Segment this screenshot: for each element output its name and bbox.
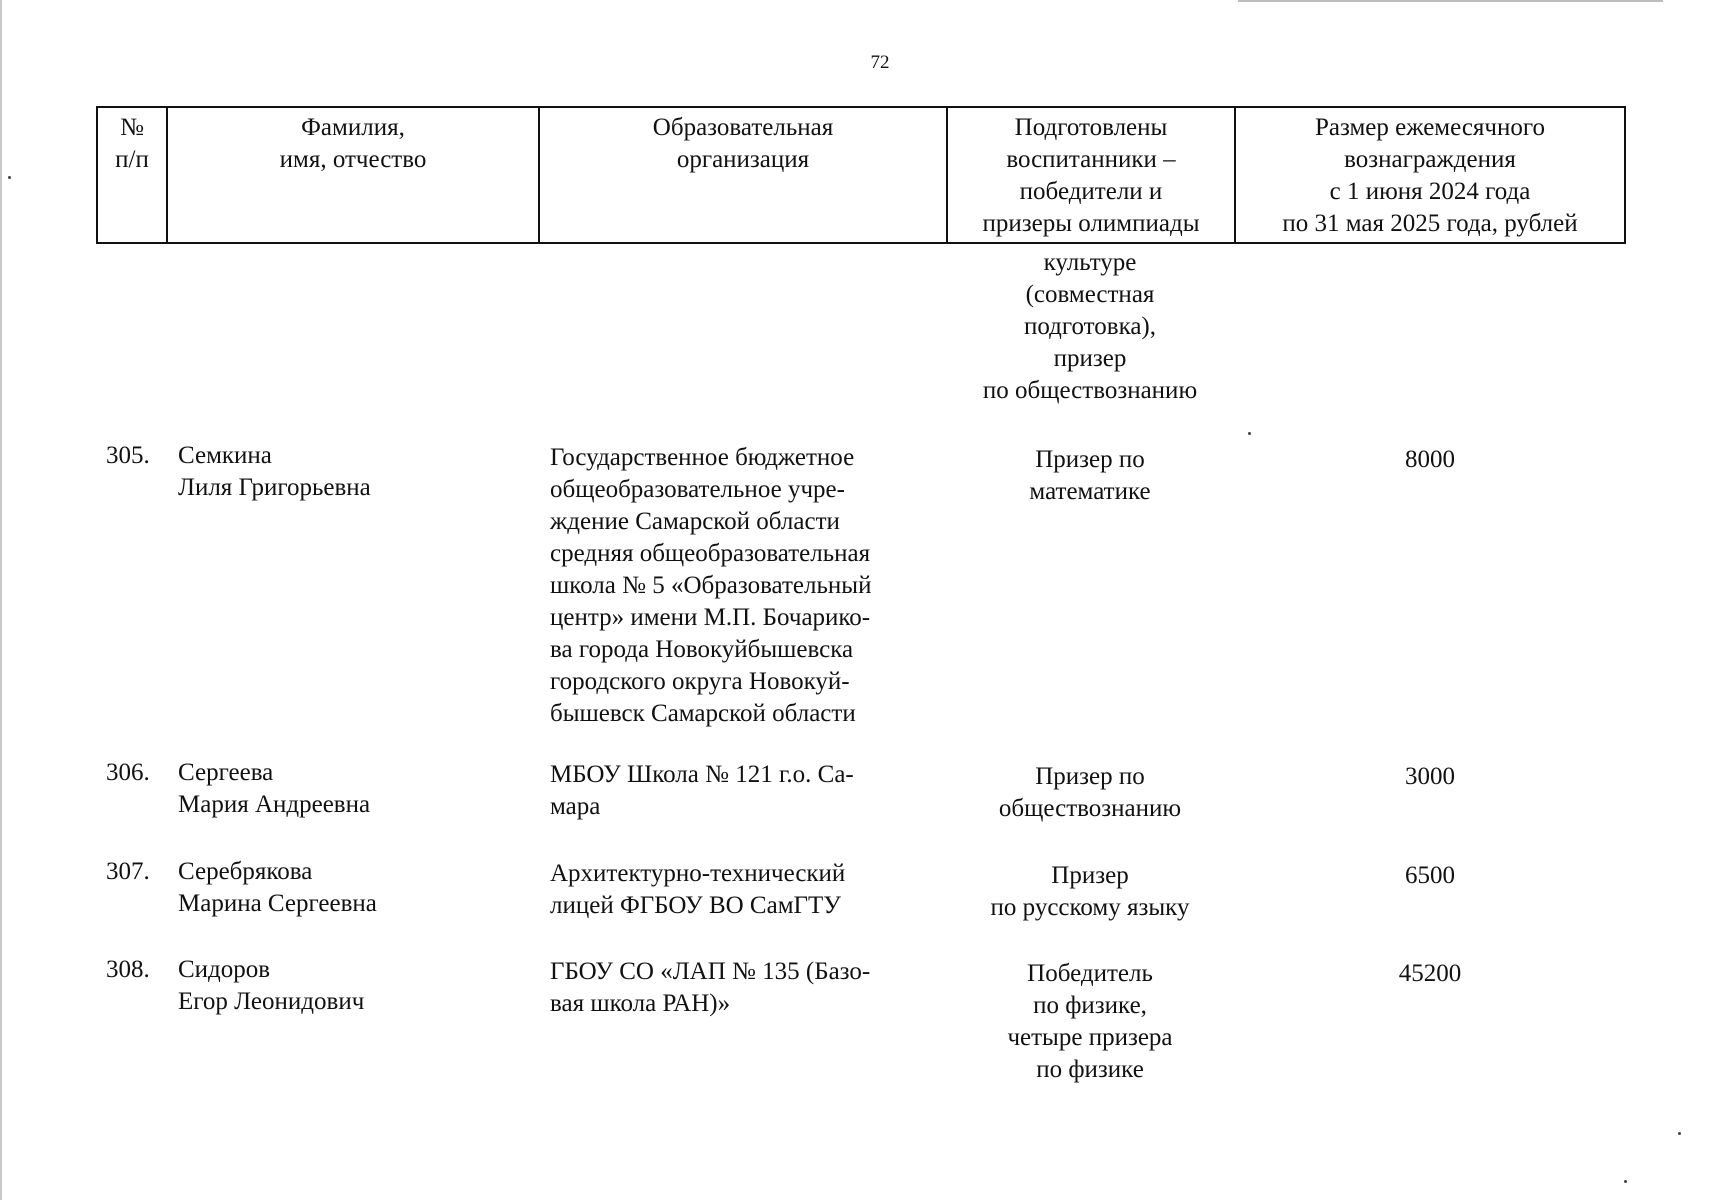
row-prepared: Призер по русскому языку xyxy=(990,862,1190,921)
header-prepared: Подготовлены воспитанники – победители и призеры олимпиады xyxy=(947,107,1235,243)
header-num: № п/п xyxy=(97,107,167,243)
top-rule xyxy=(1238,0,1663,2)
org-line: МБОУ Школа № 121 г.о. Са- xyxy=(550,761,854,788)
org-line: ждение Самарской области xyxy=(550,508,840,535)
row-given-names: Лиля Григорьевна xyxy=(178,474,371,501)
scan-speck xyxy=(1678,1132,1681,1135)
org-line: центр» имени М.П. Бочарико- xyxy=(550,604,871,631)
org-line: городского округа Новокуй- xyxy=(550,668,850,695)
org-line: вая школа РАН)» xyxy=(550,990,731,1017)
org-line: лицей ФГБОУ ВО СамГТУ xyxy=(550,892,841,919)
row-prepared: Призер по математике xyxy=(1029,446,1151,505)
row-number: 307. xyxy=(106,858,150,885)
row-given-names: Мария Андреевна xyxy=(178,791,371,818)
page-edge xyxy=(0,0,2,1200)
table-header xyxy=(96,106,1626,244)
row-surname: Серебрякова xyxy=(178,858,313,885)
row-organization xyxy=(550,858,935,922)
row-given-names: Марина Сергеевна xyxy=(178,890,377,917)
header-org: Образовательная организация xyxy=(539,107,947,243)
row-amount: 3000 xyxy=(1405,763,1455,790)
row-surname: Семкина xyxy=(178,442,272,469)
row-amount: 8000 xyxy=(1405,446,1455,473)
header-amount: Размер ежемесячного вознаграждения с 1 июня 2024 года по 31 мая 2025 года, рублей xyxy=(1235,107,1625,243)
row-surname: Сидоров xyxy=(178,956,271,983)
row-number: 308. xyxy=(106,956,150,983)
scan-speck xyxy=(8,176,11,179)
row-number: 305. xyxy=(106,442,150,469)
row-given-names: Егор Леонидович xyxy=(178,988,365,1015)
scan-speck xyxy=(1624,1180,1627,1183)
org-line: общеобразовательное учре- xyxy=(550,476,845,503)
org-line: средняя общеобразовательная xyxy=(550,540,871,567)
page-number: 72 xyxy=(870,52,890,73)
continued-prepared-cell: культуре (совместная подготовка), призер по обществознанию xyxy=(982,249,1198,404)
org-line: ва города Новокуйбышевска xyxy=(550,636,854,663)
row-surname: Сергеева xyxy=(178,759,274,786)
org-line: ГБОУ СО «ЛАП № 135 (Базо- xyxy=(550,958,871,985)
row-organization xyxy=(550,956,935,1020)
org-line: бышевск Самарской области xyxy=(550,700,856,727)
org-line: школа № 5 «Образовательный xyxy=(550,572,872,599)
org-line: мара xyxy=(550,793,601,820)
org-line: Архитектурно-технический xyxy=(550,860,846,887)
org-line: Государственное бюджетное xyxy=(550,444,855,471)
row-prepared: Призер по обществознанию xyxy=(998,763,1182,822)
row-prepared: Победитель по физике, четыре призера по физике xyxy=(1007,960,1173,1083)
row-amount: 45200 xyxy=(1398,960,1462,987)
scan-speck xyxy=(1248,432,1251,435)
row-number: 306. xyxy=(106,759,150,786)
header-name: Фамилия, имя, отчество xyxy=(167,107,539,243)
row-organization xyxy=(550,759,935,823)
row-organization xyxy=(550,442,935,730)
row-amount: 6500 xyxy=(1405,862,1455,889)
